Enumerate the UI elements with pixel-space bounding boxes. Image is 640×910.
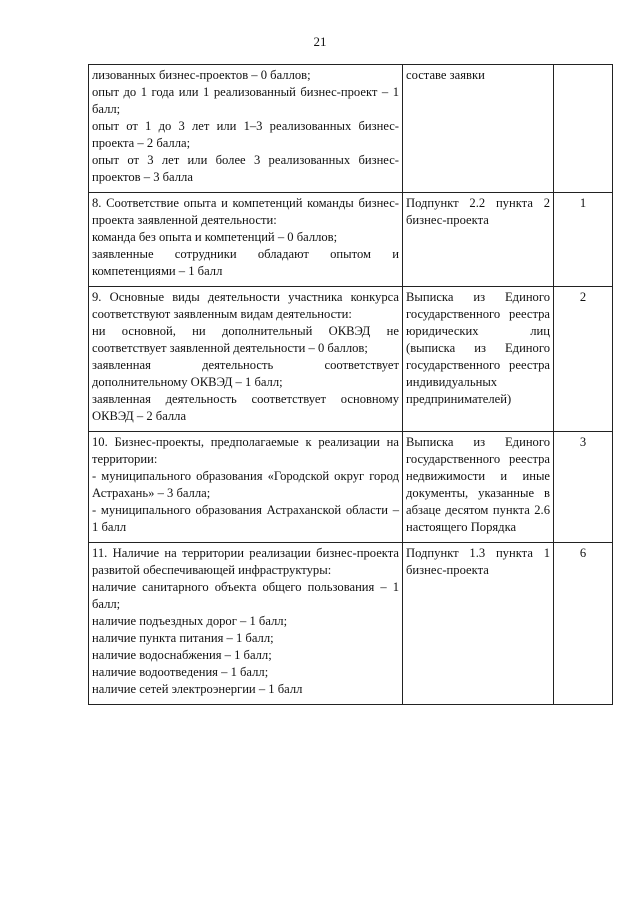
source-cell: Подпункт 1.3 пункта 1 бизнес-проекта bbox=[403, 543, 554, 705]
criterion-text: заявленные сотрудники обладают опытом и компетенциями – 1 балл bbox=[92, 247, 399, 278]
source-cell: Подпункт 2.2 пункта 2 бизнес-проекта bbox=[403, 193, 554, 287]
table-row bbox=[89, 543, 613, 705]
criterion-text: наличие водоотведения – 1 балл; bbox=[92, 665, 269, 679]
score-cell: 2 bbox=[554, 287, 613, 432]
page-number: 21 bbox=[313, 34, 327, 49]
criterion-text: 11. Наличие на территории реализации бизнес-проекта развитой обеспечивающей инфраструктуры: bbox=[92, 546, 399, 577]
criterion-text: наличие подъездных дорог – 1 балл; bbox=[92, 614, 288, 628]
criterion-text: опыт от 1 до 3 лет или 1–3 реализованных бизнес-проекта – 2 балла; bbox=[92, 119, 399, 150]
criterion-text: 8. Соответствие опыта и компетенций команды бизнес-проекта заявленной деятельности: bbox=[92, 196, 399, 227]
source-cell: Выписка из Единого государственного реестра юридических лиц (выписка из Единого государственного реестра индивидуальных предпринимателей) bbox=[403, 287, 554, 432]
criterion-cell bbox=[89, 287, 403, 432]
criterion-text: заявленная деятельность соответствует основному ОКВЭД – 2 балла bbox=[92, 392, 399, 423]
criterion-text: опыт от 3 лет или более 3 реализованных бизнес-проектов – 3 балла bbox=[92, 153, 399, 184]
criterion-text: - муниципального образования Астраханской области – 1 балл bbox=[92, 503, 399, 534]
score-cell: 6 bbox=[554, 543, 613, 705]
source-cell: Выписка из Единого государственного реестра недвижимости и иные документы, указанные в абзаце десятом пункта 2.6 настоящего Порядка bbox=[403, 432, 554, 543]
table-row bbox=[89, 65, 613, 193]
score-cell: 3 bbox=[554, 432, 613, 543]
criterion-cell bbox=[89, 432, 403, 543]
criterion-text: лизованных бизнес-проектов – 0 баллов; bbox=[92, 68, 311, 82]
table-row bbox=[89, 193, 613, 287]
criterion-cell bbox=[89, 193, 403, 287]
criterion-text: 10. Бизнес-проекты, предполагаемые к реализации на территории: bbox=[92, 435, 399, 466]
criterion-text: ни основной, ни дополнительный ОКВЭД не соответствует заявленной деятельности – 0 баллов; bbox=[92, 324, 399, 355]
criterion-text: - муниципального образования «Городской округ город Астрахань» – 3 балла; bbox=[92, 469, 399, 500]
score-cell bbox=[554, 65, 613, 193]
source-cell: составе заявки bbox=[403, 65, 554, 193]
criterion-text: команда без опыта и компетенций – 0 баллов; bbox=[92, 230, 338, 244]
table-row bbox=[89, 287, 613, 432]
table-row bbox=[89, 432, 613, 543]
criterion-text: 9. Основные виды деятельности участника конкурса соответствуют заявленным видам деятельности: bbox=[92, 290, 399, 321]
criterion-text: наличие пункта питания – 1 балл; bbox=[92, 631, 274, 645]
criteria-table bbox=[88, 64, 613, 705]
criterion-text: заявленная деятельность соответствует дополнительному ОКВЭД – 1 балл; bbox=[92, 358, 399, 389]
criterion-text: опыт до 1 года или 1 реализованный бизнес-проект – 1 балл; bbox=[92, 85, 399, 116]
criterion-text: наличие санитарного объекта общего пользования – 1 балл; bbox=[92, 580, 399, 611]
criterion-cell bbox=[89, 65, 403, 193]
score-cell: 1 bbox=[554, 193, 613, 287]
criterion-text: наличие водоснабжения – 1 балл; bbox=[92, 648, 272, 662]
criterion-cell bbox=[89, 543, 403, 705]
criterion-text: наличие сетей электроэнергии – 1 балл bbox=[92, 682, 303, 696]
